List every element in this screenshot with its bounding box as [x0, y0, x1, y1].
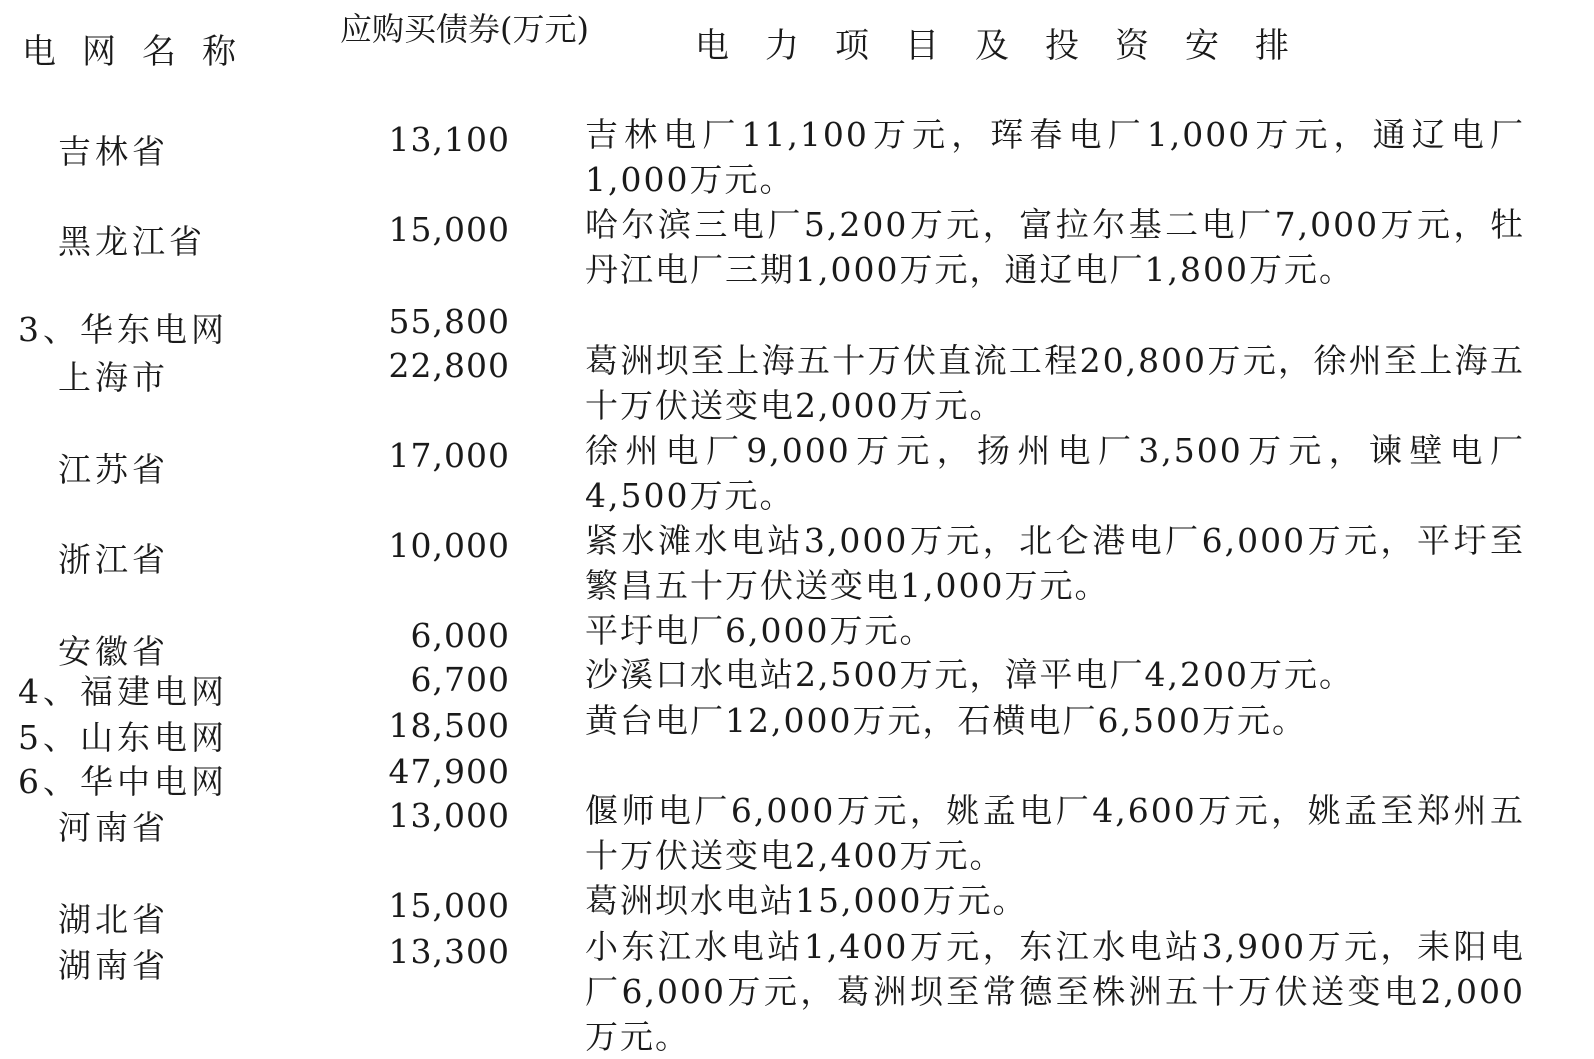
grid-name: 黑龙江省: [58, 222, 206, 261]
project-description: 小东江水电站1,400万元，东江水电站3,900万元，耒阳电厂6,000万元，葛洲坝至常德至株洲五十万伏送变电2,000万元。: [585, 927, 1525, 1056]
grid-name: 3、华东电网: [18, 310, 228, 349]
header-grid-name: 电网名称: [22, 32, 262, 72]
project-description: 平圩电厂6,000万元。: [585, 611, 935, 650]
header-bond-amount: 应购买债券(万元): [340, 10, 589, 48]
grid-name: 河南省: [58, 808, 169, 847]
grid-name: 江苏省: [58, 450, 169, 489]
bond-amount: 15,000: [388, 210, 510, 249]
bond-amount: 47,900: [388, 752, 510, 791]
bond-amount: 13,300: [388, 932, 510, 971]
project-description: 葛洲坝水电站15,000万元。: [585, 881, 1028, 920]
grid-name: 浙江省: [58, 540, 169, 579]
grid-name: 湖南省: [58, 946, 169, 985]
project-description: 徐州电厂9,000万元，扬州电厂3,500万元，谏壁电厂4,500万元。: [585, 431, 1525, 515]
grid-name: 安徽省: [58, 632, 169, 671]
project-description: 沙溪口水电站2,500万元，漳平电厂4,200万元。: [585, 655, 1354, 694]
grid-name: 上海市: [58, 358, 169, 397]
project-description: 偃师电厂6,000万元，姚孟电厂4,600万元，姚孟至郑州五十万伏送变电2,400万元。: [585, 791, 1525, 875]
bond-amount: 13,100: [388, 120, 510, 159]
bond-amount: 6,000: [410, 616, 510, 655]
bond-amount: 22,800: [388, 346, 510, 385]
grid-name: 6、华中电网: [18, 762, 228, 801]
bond-amount: 18,500: [388, 706, 510, 745]
grid-name: 吉林省: [58, 132, 169, 171]
grid-name: 5、山东电网: [18, 718, 228, 757]
bond-amount: 13,000: [388, 796, 510, 835]
project-description: 吉林电厂11,100万元，珲春电厂1,000万元，通辽电厂1,000万元。: [585, 115, 1525, 199]
grid-name: 湖北省: [58, 900, 169, 939]
bond-amount: 15,000: [388, 886, 510, 925]
bond-amount: 10,000: [388, 526, 510, 565]
project-description: 哈尔滨三电厂5,200万元，富拉尔基二电厂7,000万元，牡丹江电厂三期1,000万元，通辽电厂1,800万元。: [585, 205, 1525, 289]
grid-name: 4、福建电网: [18, 672, 228, 711]
project-description: 黄台电厂12,000万元，石横电厂6,500万元。: [585, 701, 1307, 740]
bond-amount: 55,800: [388, 302, 510, 341]
header-project-investment: 电力项目及投资安排: [695, 26, 1325, 66]
project-description: 葛洲坝至上海五十万伏直流工程20,800万元，徐州至上海五十万伏送变电2,000万元。: [585, 341, 1525, 425]
bond-amount: 6,700: [410, 660, 510, 699]
bond-amount: 17,000: [388, 436, 510, 475]
project-description: 紧水滩水电站3,000万元，北仑港电厂6,000万元，平圩至繁昌五十万伏送变电1,000万元。: [585, 521, 1525, 605]
